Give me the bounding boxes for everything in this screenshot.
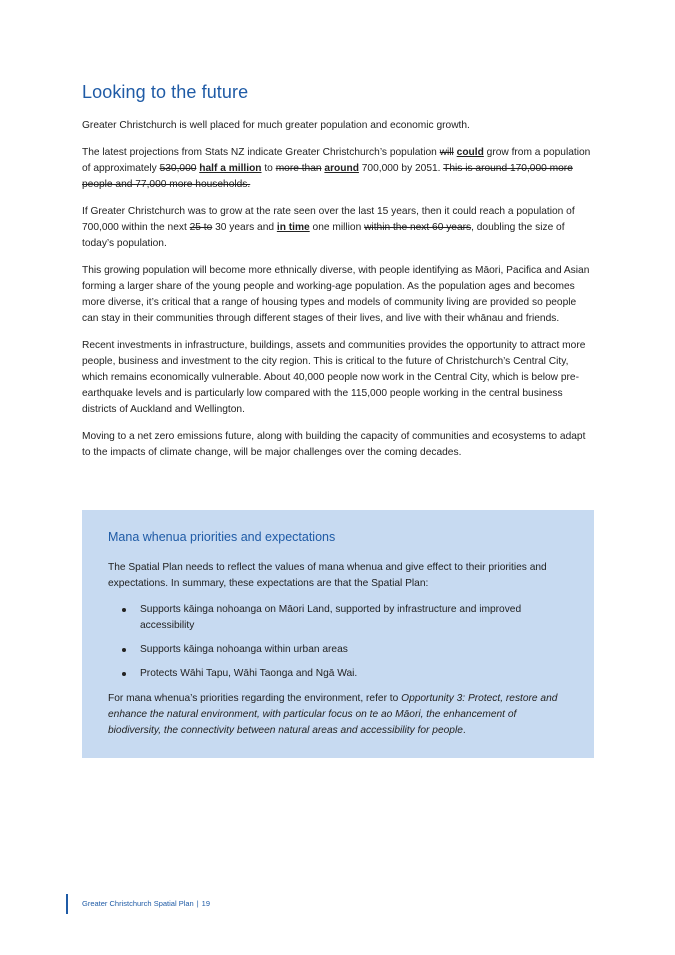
opportunity-reference: Opportunity 3: Protect, restore and enhance the natural environment, with particular focus on te ao Māori, the enhancement of biodiversity, the connectivity between natural areas and accessibility for people <box>108 693 558 736</box>
footer-doc-title: Greater Christchurch Spatial Plan <box>82 899 194 908</box>
tracked-deletion: will <box>439 147 454 158</box>
text-run: If Greater Christchurch was to grow at the rate seen over the last 15 years, then it could reach a population of 700,000 within the next <box>82 206 575 233</box>
footer-separator: | <box>196 899 199 908</box>
paragraph-diversity: This growing population will become more ethnically diverse, with people identifying as Māori, Pacifica and Asian forming a larger share of the young people and working-age population. As the population ages and becomes more diverse, it’s critical that a range of housing types and models of community living are provided so people can stay in their communities through different stages of their lives, and live with their whānau and friends. <box>82 265 590 324</box>
list-item-text: Supports kāinga nohoanga within urban areas <box>140 644 348 655</box>
text-run: . <box>462 725 466 736</box>
text-run: 30 years and <box>212 222 277 233</box>
text-run: one million <box>309 222 365 233</box>
page-heading: Looking to the future <box>82 82 249 102</box>
callout-intro: The Spatial Plan needs to reflect the values of mana whenua and give effect to their priorities and expectations. In summary, these expectations are that the Spatial Plan: <box>108 562 547 589</box>
bullet-icon <box>122 608 126 612</box>
tracked-deletion: more than <box>275 163 322 174</box>
paragraph-projections <box>82 145 594 193</box>
list-item <box>108 666 568 682</box>
text-run: , doubling the size of today’s population. <box>82 222 565 249</box>
callout-box <box>82 510 594 758</box>
bullet-icon <box>122 648 126 652</box>
text-run: to <box>261 163 276 174</box>
text-run: The latest projections from Stats NZ indicate Greater Christchurch’s population <box>82 147 440 158</box>
paragraph-intro: Greater Christchurch is well placed for much greater population and economic growth. <box>82 120 470 131</box>
list-item <box>108 642 568 658</box>
callout-title: Mana whenua priorities and expectations <box>108 530 336 544</box>
tracked-insertion: in time <box>276 222 310 233</box>
callout-bullet-list <box>108 602 568 682</box>
text-run: grow from a population of approximately <box>82 147 591 174</box>
tracked-deletion: This is around 170,000 more people and 77,000 more households. <box>82 163 573 190</box>
paragraph-investment: Recent investments in infrastructure, buildings, assets and communities provides the opportunity to attract more people, business and investment to the city region. This is critical to the future of Christchurch’s Central City, which remains economically vulnerable. About 40,000 people now work in the Central City, which is below pre-earthquake levels and is particularly low compared with the 115,000 people working in the central business districts of Auckland and Wellington. <box>82 340 586 415</box>
paragraph-emissions: Moving to a net zero emissions future, along with building the capacity of communities and ecosystems to adapt to the impacts of climate change, will be major challenges over the coming decades. <box>82 431 586 458</box>
bullet-icon <box>122 672 126 676</box>
text-run: For mana whenua’s priorities regarding the environment, refer to <box>108 693 402 704</box>
list-item-text: Supports kāinga nohoanga on Māori Land, supported by infrastructure and improved accessibility <box>140 604 522 631</box>
tracked-insertion: around <box>324 163 359 174</box>
list-item-text: Protects Wāhi Tapu, Wāhi Taonga and Ngā Wai. <box>140 668 358 679</box>
tracked-deletion: within the next 60 years <box>364 222 472 233</box>
text-run: 700,000 by 2051. <box>358 163 444 174</box>
tracked-deletion: 530,000 <box>159 163 197 174</box>
page-number: 19 <box>201 899 211 908</box>
callout-outro <box>108 691 568 739</box>
tracked-deletion: 25 to <box>189 222 213 233</box>
body-text <box>82 118 594 472</box>
paragraph-growth-rate <box>82 204 594 252</box>
tracked-insertion: half a million <box>199 163 262 174</box>
callout-body <box>108 560 568 749</box>
list-item <box>108 602 568 634</box>
tracked-insertion: could <box>456 147 484 158</box>
page-footer <box>66 894 210 914</box>
